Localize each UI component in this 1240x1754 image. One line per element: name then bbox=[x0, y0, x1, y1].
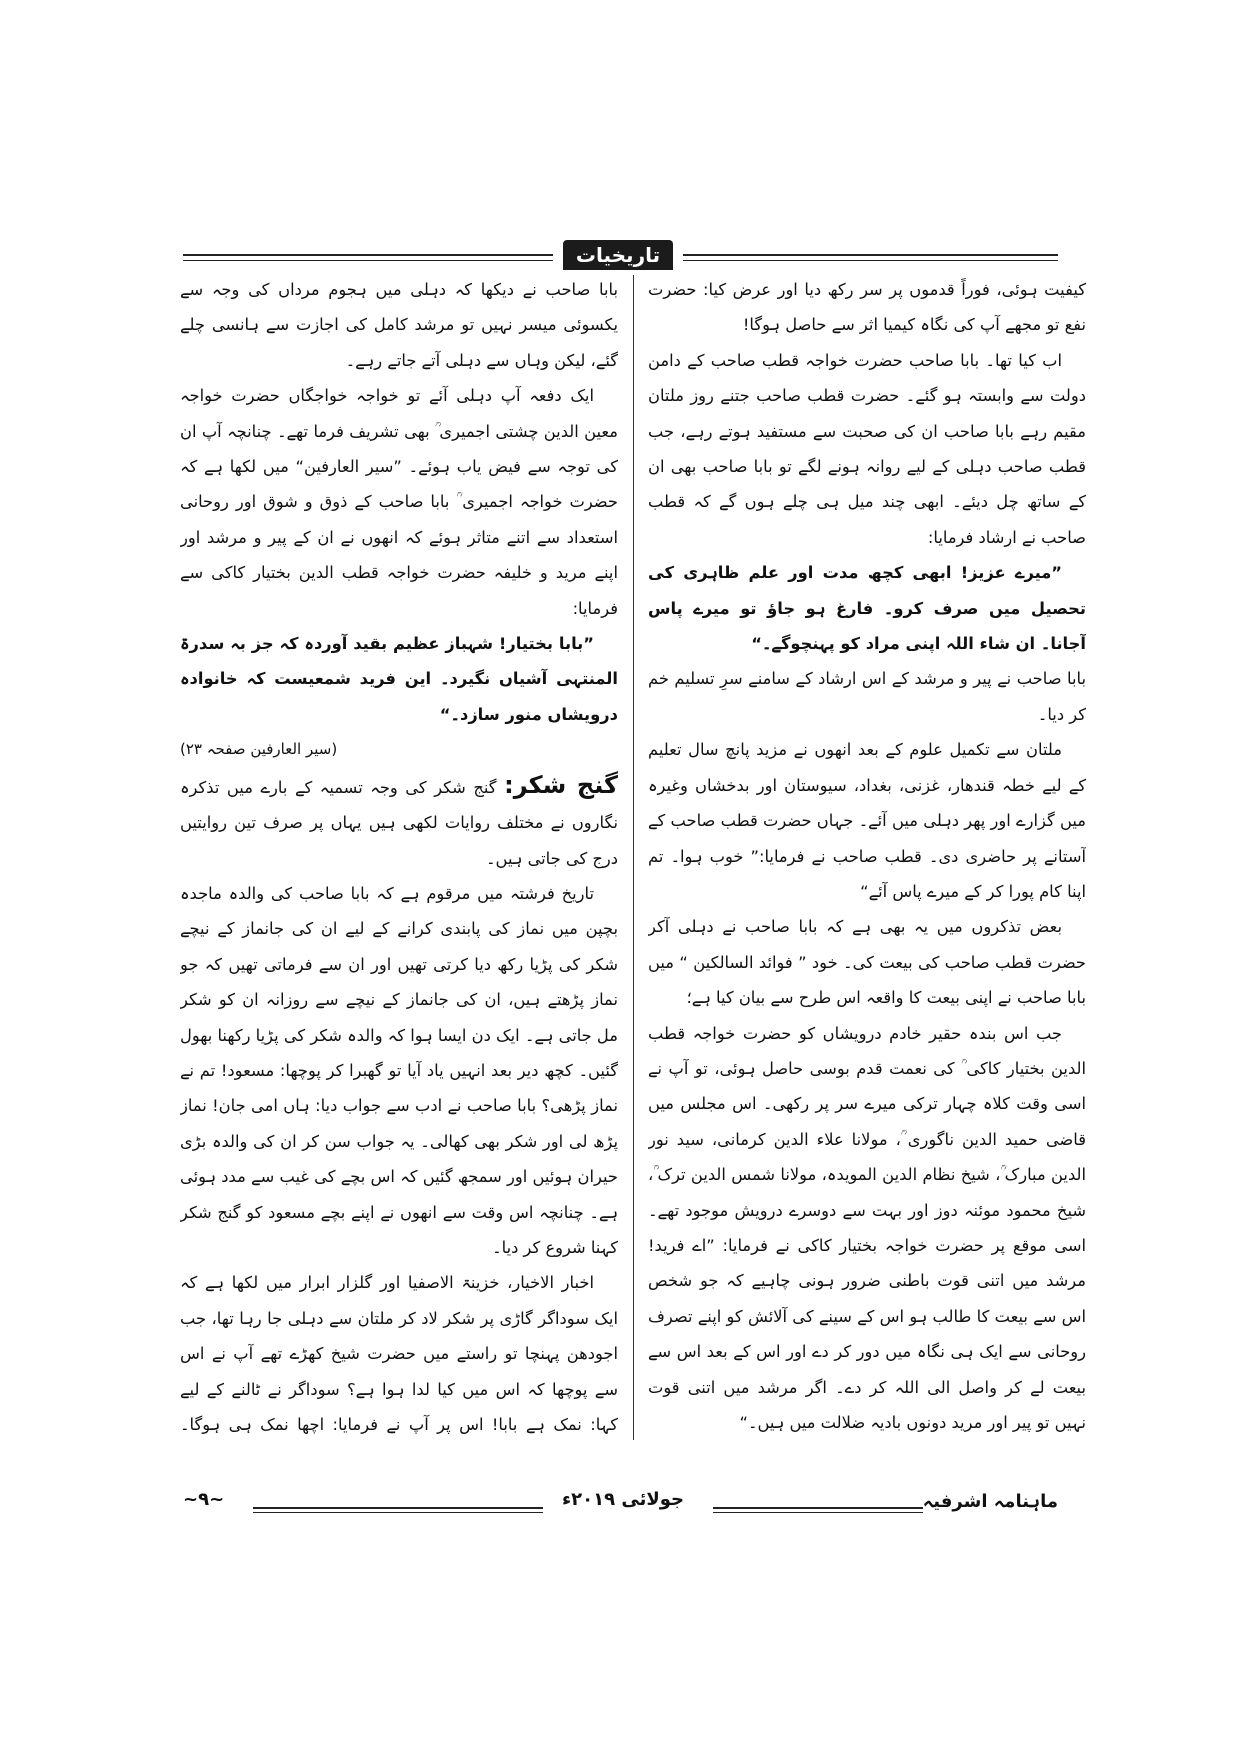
footer-rule-right-thin bbox=[713, 1512, 923, 1513]
paragraph: جب اس بندہ حقیر خادم درویشاں کو حضرت خواجہ قطب الدین بختیار کاکی ؒ کی نعمت قدم بوسی حاصل ہوئی، تو آپ نے اسی وقت کلاہ چہار ترکی میرے سر پر رکھی۔ اس مجلس میں قاضی حمید الدین ناگوری ؒ، مولانا علاء الدین کرمانی، سید نور الدین مبارک ؒ، شیخ نظام الدین المویدہ، مولانا شمس الدین ترک ؒ، شیخ محمود موئنہ دوز اور بہت سے دوسرے درویش موجود تھے۔ اسی موقع پر حضرت خواجہ بختیار کاکی نے فرمایا: ”اے فرید! مرشد میں اتنی قوت باطنی ضرور ہونی چاہیے کہ جو شخص اس سے بیعت کا طالب ہو اس کے سینے کی آلائش کو اپنے تصرف روحانی سے ایک ہی نگاہ میں دور کر دے اور اس کے بعد اس سے بیعت لے کر واصل الی اللہ کر دے۔ اگر مرشد میں اتنی قوت نہیں تو پیر اور مرید دونوں بادیہ ضلالت میں ہیں۔“ bbox=[648, 1023, 1086, 1432]
header-rule-right bbox=[683, 254, 1058, 256]
footer-rule-right bbox=[713, 1507, 923, 1509]
page-number: ~۹~ bbox=[183, 1489, 225, 1510]
heading-paragraph bbox=[180, 768, 618, 876]
section-title: تاریخیات bbox=[563, 240, 673, 270]
paragraph: ایک دفعہ آپ دہلی آئے تو خواجہ خواجگاں حضرت خواجہ معین الدین چشتی اجمیری ؒ بھی تشریف فرما تھے۔ چنانچہ آپ ان کی توجہ سے فیض یاب ہوئے۔ ”سیر العارفین“ میں لکھا ہے کہ حضرت خواجہ اجمیری ؒ بابا صاحب کے ذوق و شوق اور روحانی استعداد سے اتنے متاثر ہوئے کہ انھوں نے ان کے پیر و مرشد اور اپنے مرید و خلیفہ حضرت خواجہ قطب الدین بختیار کاکی سے فرمایا: bbox=[180, 386, 618, 618]
page-footer bbox=[183, 1485, 1058, 1525]
paragraph: تاریخ فرشتہ میں مرقوم ہے کہ بابا صاحب کی والدہ ماجدہ بچپن میں نماز کی پابندی کرانے کے لیے ان کی جانماز کے نیچے شکر کی پڑیا رکھ دیا کرتی تھیں اور ان سے فرماتی تھیں کہ جو نماز پڑھتے ہیں، ان کی جانماز کے نیچے سے روزانہ ان کو شکر مل جاتی ہے۔ ایک دن ایسا ہوا کہ والدہ شکر کی پڑیا رکھنا بھول گئیں۔ کچھ دیر بعد انہیں یاد آیا تو گھبرا کر پوچھا: مسعود! تم نے نماز پڑھی؟ بابا صاحب نے ادب سے جواب دیا: ہاں امی جان! نماز پڑھ لی اور شکر بھی کھالی۔ یہ جواب سن کر ان کی والدہ بڑی حیران ہوئیں اور سمجھ گئیں کہ اس بچے کی غیب سے مدد ہوئی ہے۔ چنانچہ اس وقت سے انھوں نے اپنے بچے مسعود کو گنج شکر کہنا شروع کر دیا۔ bbox=[180, 883, 618, 1257]
magazine-name: ماہنامہ اشرفیہ bbox=[922, 1491, 1058, 1512]
paragraph bbox=[648, 1440, 1086, 1442]
footer-rule-left-thin bbox=[253, 1512, 543, 1513]
paragraph: کیفیت ہوئی، فوراً قدموں پر سر رکھ دیا اور عرض کیا: حضرت نفع تو مجھے آپ کی نگاہ کیمیا اثر سے حاصل ہوگا! bbox=[648, 280, 1086, 335]
page-header bbox=[183, 240, 1058, 276]
paragraph: ملتان سے تکمیل علوم کے بعد انھوں نے مزید پانچ سال تعلیم کے لیے خطہ قندھار، غزنی، بغداد، سیوستان اور بدخشاں وغیرہ میں گزارے اور پھر دہلی میں آئے۔ جہاں حضرت قطب صاحب کے آستانے پر حاضری دی۔ قطب صاحب نے فرمایا:” خوب ہوا۔ تم اپنا کام پورا کر کے میرے پاس آئے“ bbox=[648, 740, 1086, 901]
paragraph: اخبار الاخیار، خزینۃ الاصفیا اور گلزار ابرار میں لکھا ہے کہ ایک سوداگر گاڑی پر شکر لاد کر ملتان سے دہلی جا رہا تھا، جب اجودھن پہنچا تو راستے میں حضرت شیخ کھڑے تھے آپ نے اس سے پوچھا کہ اس میں کیا لدا ہوا ہے؟ سوداگر نے ٹالنے کے لیے کہا: نمک ہے بابا! اس پر آپ نے فرمایا: اچھا نمک ہی ہوگا۔ bbox=[180, 1273, 618, 1434]
header-rule-left-thin bbox=[183, 260, 553, 261]
footer-rule-left bbox=[253, 1507, 543, 1509]
citation: (سیر العارفین صفحہ ۲۳) bbox=[180, 740, 338, 759]
paragraph-text: گنج شکر کی وجہ تسمیہ کے بارے میں تذکرہ نگاروں نے مختلف روایات لکھی ہیں یہاں پر صرف تین روایتیں درج کی جاتی ہیں۔ bbox=[180, 777, 618, 868]
left-column bbox=[180, 272, 618, 1442]
issue-date: جولائی ۲۰۱۹ء bbox=[553, 1489, 693, 1510]
header-rule-right-thin bbox=[683, 260, 1058, 261]
paragraph: بعض تذکروں میں یہ بھی ہے کہ بابا صاحب نے دہلی آکر حضرت قطب صاحب کی بیعت کی۔ خود ” فوائد السالکین “ میں بابا صاحب نے اپنی بیعت کا واقعہ اس طرح سے بیان کیا ہے؛ bbox=[648, 917, 1086, 1008]
section-heading: گنج شکر: bbox=[504, 770, 618, 799]
right-column bbox=[648, 272, 1086, 1442]
paragraph: بابا صاحب نے دیکھا کہ دہلی میں ہجوم مرداں کی وجہ سے یکسوئی میسر نہیں تو مرشد کامل کی اجازت سے ہانسی چلے گئے، لیکن وہاں سے دہلی آتے جاتے رہے۔ bbox=[180, 280, 618, 370]
quote: ”میرے عزیز! ابھی کچھ مدت اور علم ظاہری کی تحصیل میں صرف کرو۔ فارغ ہو جاؤ تو میرے پاس آجانا۔ ان شاء اللہ اپنی مراد کو پہنچوگے۔“ bbox=[648, 563, 1086, 654]
paragraph: اب کیا تھا۔ بابا صاحب حضرت خواجہ قطب صاحب کے دامن دولت سے وابستہ ہو گئے۔ حضرت قطب صاحب جتنے روز ملتان مقیم رہے بابا صاحب ان کی صحبت سے مستفید ہوتے رہے، جب قطب صاحب دہلی کے لیے روانہ ہونے لگے تو بابا صاحب بھی ان کے ساتھ چل دیئے۔ ابھی چند میل ہی چلے ہوں گے کہ قطب صاحب نے ارشاد فرمایا: bbox=[648, 350, 1086, 547]
paragraph: بابا صاحب نے پیر و مرشد کے اس ارشاد کے سامنے سرِ تسلیم خم کر دیا۔ bbox=[648, 669, 1086, 724]
quote: ”بابا بختیار! شہباز عظیم بقید آوردہ کہ جز بہ سدرۃ المنتہی آشیاں نگیرد۔ این فرید شمعیست کہ خانوادہ درویشاں منور سازد۔“ bbox=[180, 634, 618, 724]
column-divider bbox=[633, 275, 634, 1440]
header-rule-left bbox=[183, 254, 553, 256]
